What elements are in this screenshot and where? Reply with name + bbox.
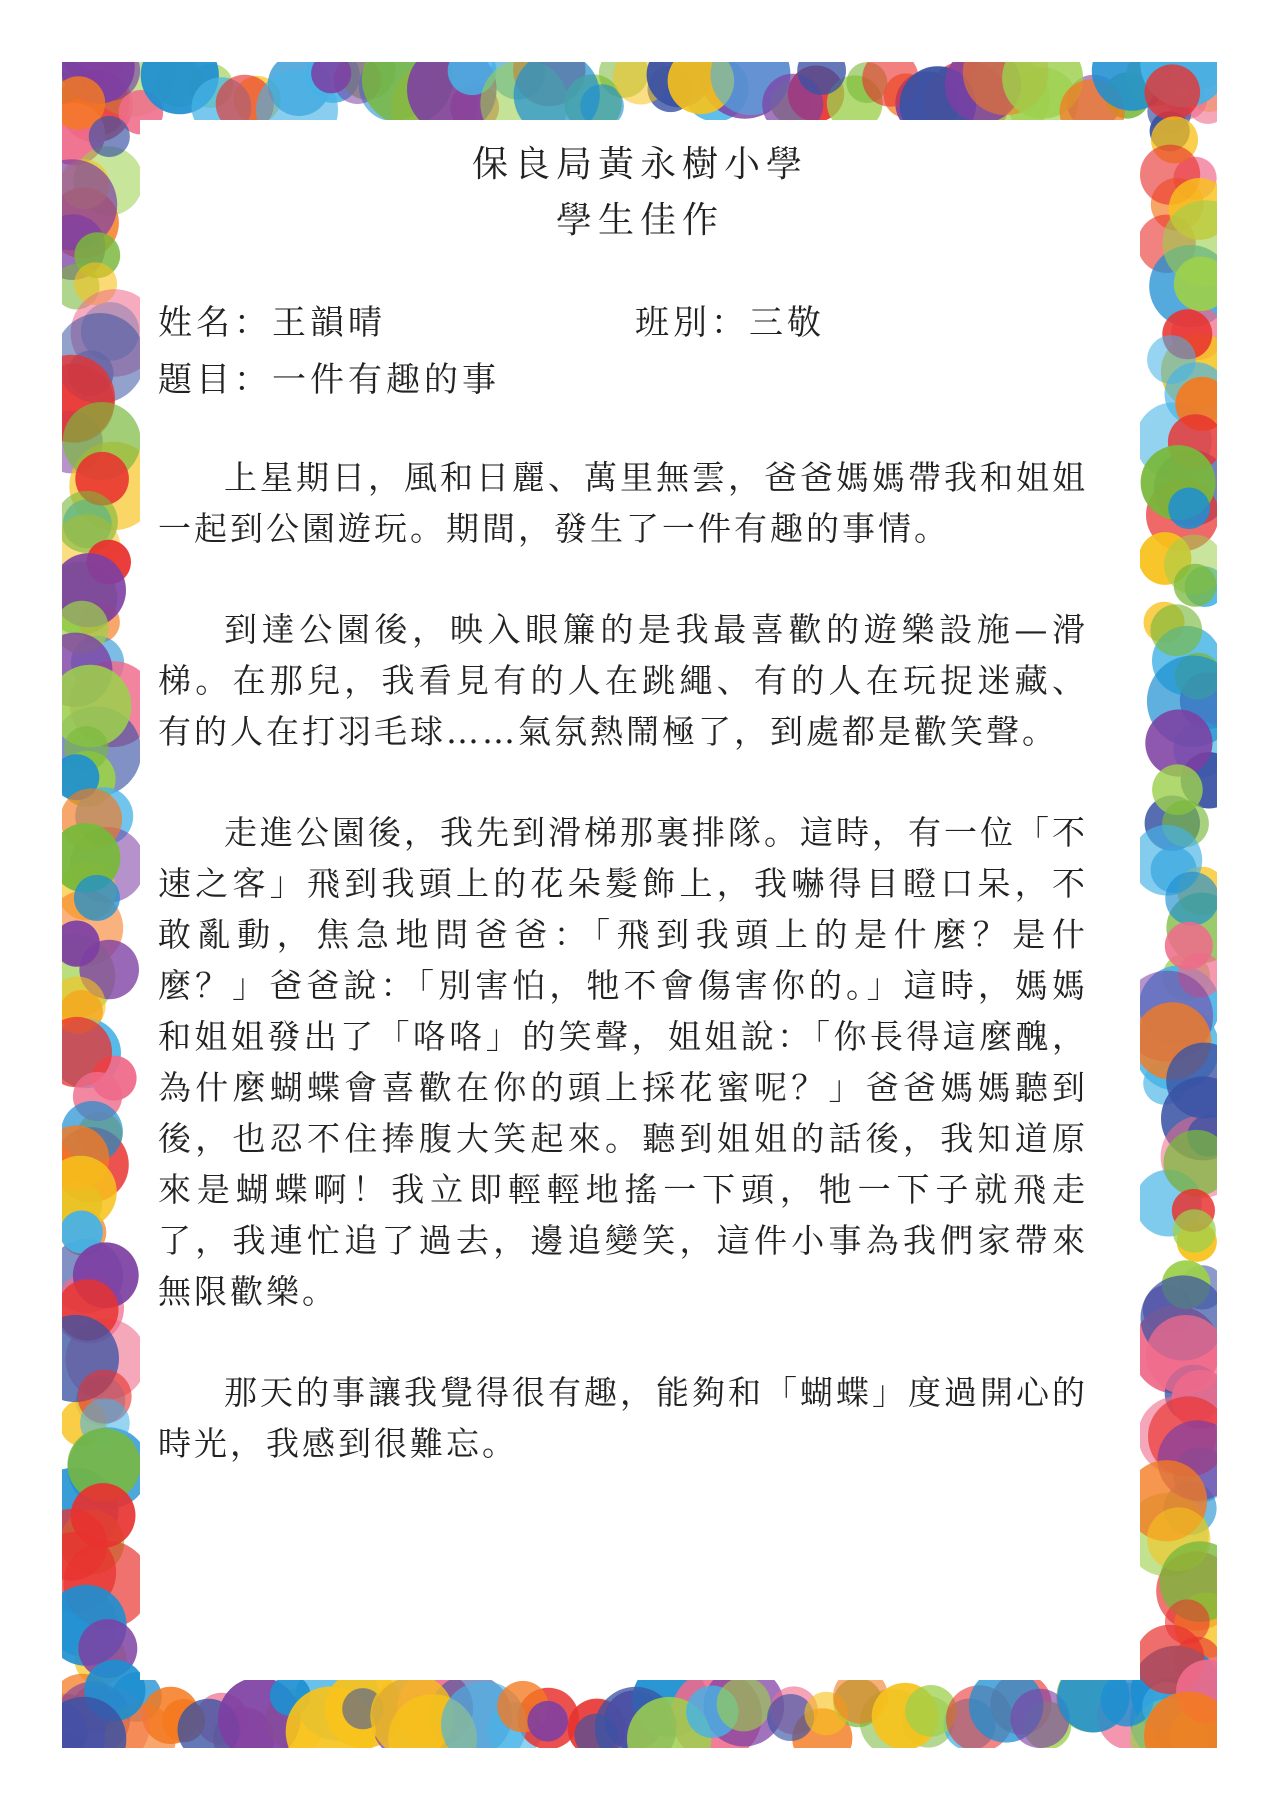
essay-paragraph: 到達公園後，映入眼簾的是我最喜歡的遊樂設施—滑梯。在那兒，我看見有的人在跳繩、有的人在玩捉迷藏、有的人在打羽毛球……氣氛熱鬧極了，到處都是歡笑聲。 [158, 610, 1088, 751]
border-dot [717, 1677, 771, 1731]
page-subtitle: 學生佳作 [555, 200, 724, 241]
border-dot [1150, 604, 1202, 656]
topic-label: 題目： [158, 360, 272, 400]
border-dot [1147, 335, 1196, 384]
essay-paragraph: 走進公園後，我先到滑梯那裏排隊。這時，有一位「不速之客」飛到我頭上的花朵髮飾上，我嚇得目瞪口呆，不敢亂動，焦急地問爸爸：「飛到我頭上的是什麼？是什麼？」爸爸說：「別害怕，牠不會傷害你的。」這時，媽媽和姐姐發出了「咯咯」的笑聲，姐姐說：「你長得這麼醜，為什麼蝴蝶會喜歡在你的頭上採花蜜呢？」爸爸媽媽聽到後，也忍不住捧腹大笑起來。聽到姐姐的話後，我知道原來是蝴蝶啊！我立即輕輕地搖一下頭，牠一下子就飛走了，我連忙追了過去，邊追變笑，這件小事為我們家帶來無限歡樂。 [158, 813, 1088, 1311]
border-dot [1173, 1209, 1216, 1252]
essay-body [158, 452, 1088, 1519]
border-dot [1145, 64, 1201, 120]
name-label: 姓名： [158, 303, 272, 343]
student-name-line [158, 295, 386, 344]
essay-paper [140, 120, 1140, 1680]
essay-paragraph: 上星期日，風和日麗、萬里無雲，爸爸媽媽帶我和姐姐一起到公園遊玩。期間，發生了一件有趣的事情。 [158, 458, 1088, 548]
border-dot [74, 875, 120, 921]
border-dot [1165, 872, 1217, 926]
border-dot [1174, 564, 1217, 607]
class-line [635, 295, 825, 344]
student-name: 王韻晴 [272, 303, 386, 343]
border-dot [89, 116, 130, 157]
topic-value: 一件有趣的事 [272, 360, 500, 400]
border-dot [527, 1701, 568, 1742]
class-label: 班別： [635, 303, 749, 343]
topic-line [158, 352, 500, 401]
school-name: 保良局黃永樹小學 [471, 144, 808, 185]
border-dot [1168, 488, 1210, 530]
class-value: 三敬 [749, 303, 825, 343]
essay-paragraph: 那天的事讓我覺得很有趣，能夠和「蝴蝶」度過開心的時光，我感到很難忘。 [158, 1373, 1088, 1463]
